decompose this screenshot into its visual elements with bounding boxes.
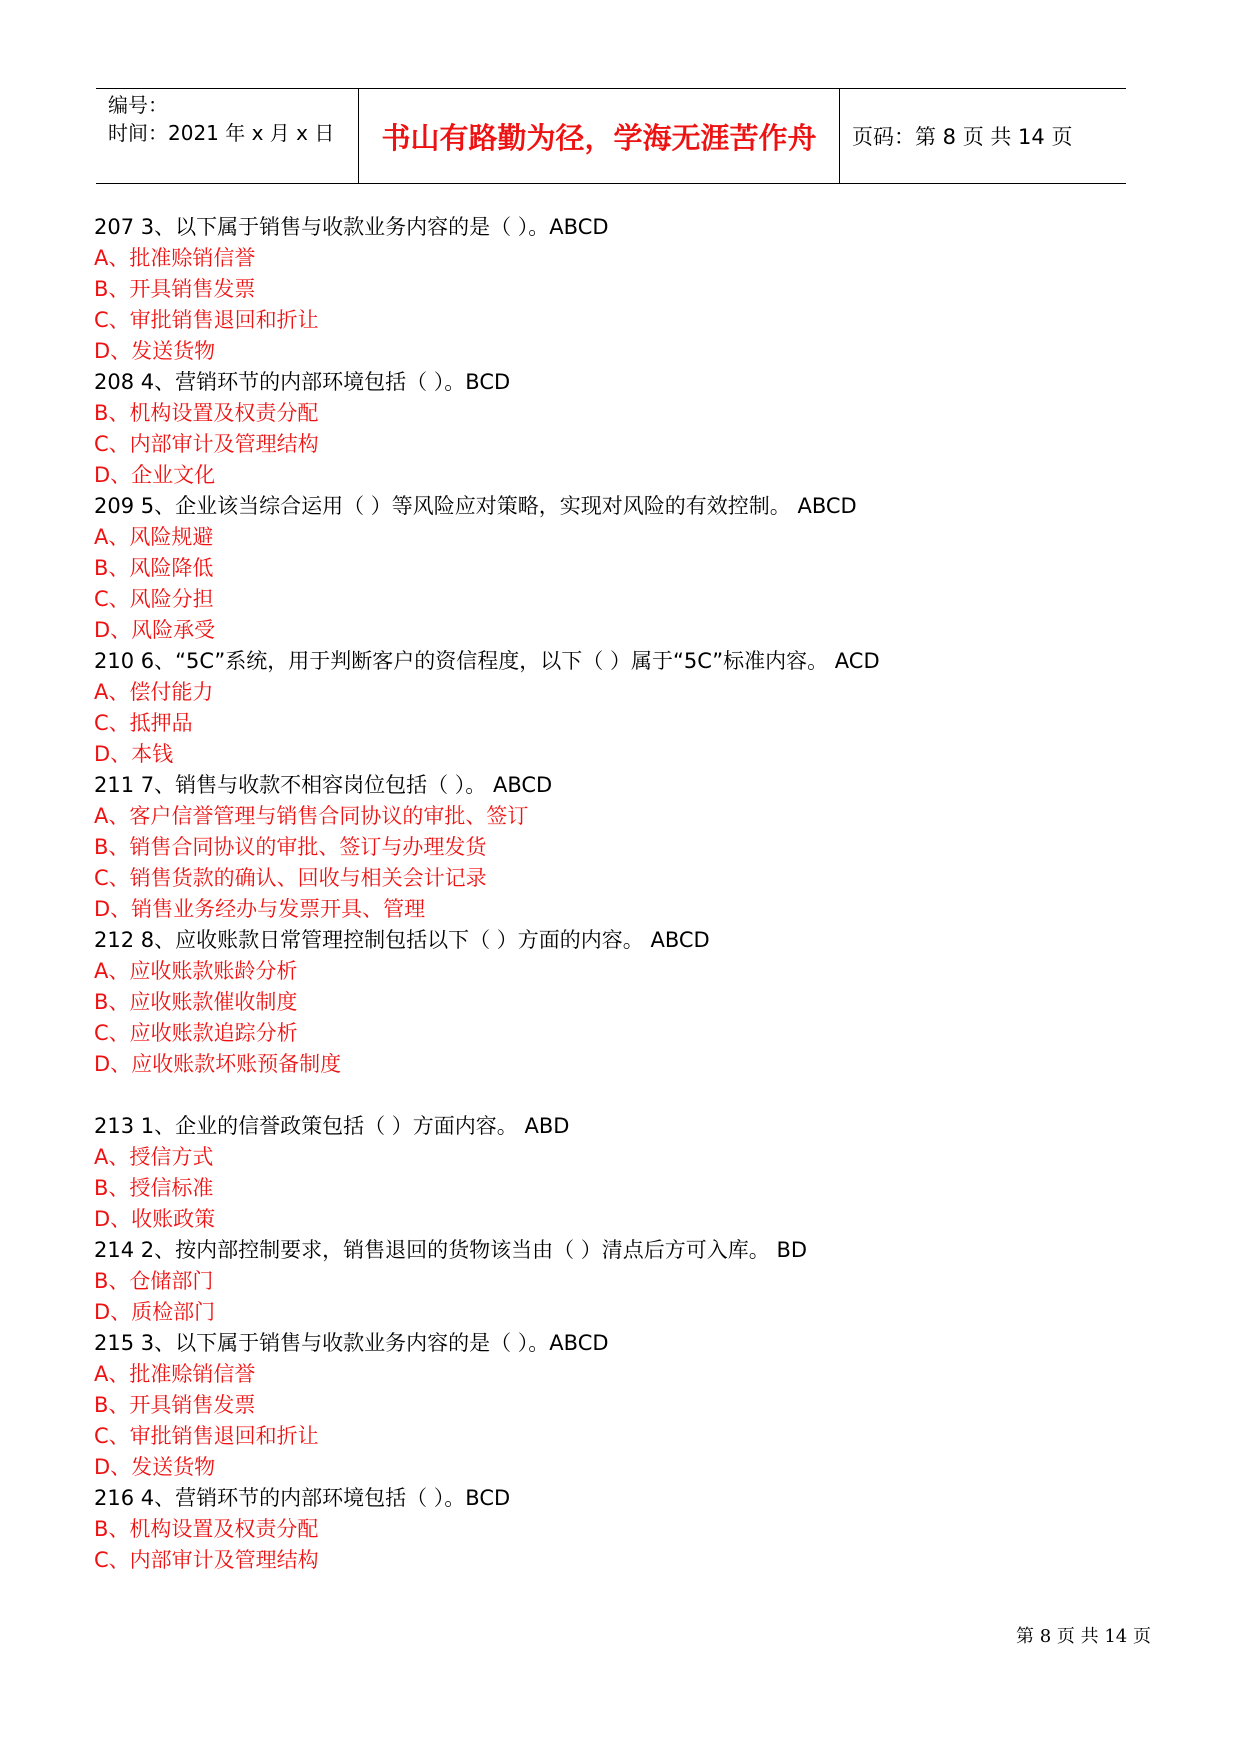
- answer-option: D、应收账款坏账预备制度: [94, 1052, 342, 1076]
- answer-option: C、审批销售退回和折让: [94, 1424, 319, 1448]
- answer-option: D、发送货物: [94, 1455, 216, 1479]
- answer-option: C、抵押品: [94, 711, 193, 735]
- answer-option: C、销售货款的确认、回收与相关会计记录: [94, 866, 487, 890]
- question-line: 216 4、营销环节的内部环境包括（ ）。BCD: [94, 1486, 511, 1510]
- answer-option: D、企业文化: [94, 463, 216, 487]
- answer-option: A、偿付能力: [94, 680, 214, 704]
- answer-option: A、应收账款账龄分析: [94, 959, 298, 983]
- answer-option: B、机构设置及权责分配: [94, 1517, 319, 1541]
- header-page-info: 页码：第 8 页 共 14 页: [852, 125, 1073, 149]
- answer-option: A、授信方式: [94, 1145, 214, 1169]
- answer-option: B、应收账款催收制度: [94, 990, 298, 1014]
- answer-option: B、风险降低: [94, 556, 214, 580]
- answer-option: B、授信标准: [94, 1176, 214, 1200]
- answer-option: D、发送货物: [94, 339, 216, 363]
- time-label: 时间：2021 年 x 月 x 日: [108, 121, 335, 145]
- header-left-cell: [96, 89, 359, 183]
- answer-option: C、应收账款追踪分析: [94, 1021, 298, 1045]
- answer-option: A、批准赊销信誉: [94, 246, 256, 270]
- question-line: 212 8、应收账款日常管理控制包括以下（ ）方面的内容。 ABCD: [94, 928, 710, 952]
- answer-option: B、仓储部门: [94, 1269, 214, 1293]
- header-middle-cell: [359, 89, 840, 183]
- question-line: 215 3、以下属于销售与收款业务内容的是（ ）。ABCD: [94, 1331, 609, 1355]
- answer-option: C、内部审计及管理结构: [94, 432, 319, 456]
- answer-option: C、内部审计及管理结构: [94, 1548, 319, 1572]
- question-line: 209 5、企业该当综合运用（ ）等风险应对策略，实现对风险的有效控制。 ABCD: [94, 494, 857, 518]
- question-line: 211 7、销售与收款不相容岗位包括（ ）。 ABCD: [94, 773, 553, 797]
- answer-option: A、风险规避: [94, 525, 214, 549]
- header-right-cell: [840, 89, 1126, 183]
- answer-option: D、本钱: [94, 742, 174, 766]
- answer-option: D、收账政策: [94, 1207, 216, 1231]
- answer-option: B、机构设置及权责分配: [94, 401, 319, 425]
- answer-option: B、开具销售发票: [94, 277, 256, 301]
- code-label: 编号：: [108, 93, 168, 117]
- answer-option: D、风险承受: [94, 618, 216, 642]
- question-line: 214 2、按内部控制要求，销售退回的货物该当由（ ）清点后方可入库。 BD: [94, 1238, 808, 1262]
- answer-option: B、销售合同协议的审批、签订与办理发货: [94, 835, 487, 859]
- header-motto: 书山有路勤为径，学海无涯苦作舟: [381, 120, 817, 155]
- answer-option: A、批准赊销信誉: [94, 1362, 256, 1386]
- question-list: [94, 212, 1134, 1576]
- answer-option: B、开具销售发票: [94, 1393, 256, 1417]
- answer-option: A、客户信誉管理与销售合同协议的审批、签订: [94, 804, 529, 828]
- question-line: 207 3、以下属于销售与收款业务内容的是（ ）。ABCD: [94, 215, 609, 239]
- question-line: 208 4、营销环节的内部环境包括（ ）。BCD: [94, 370, 511, 394]
- answer-option: C、审批销售退回和折让: [94, 308, 319, 332]
- spacer: [94, 1080, 1134, 1111]
- answer-option: D、销售业务经办与发票开具、管理: [94, 897, 426, 921]
- page-footer: 第 8 页 共 14 页: [1016, 1626, 1151, 1647]
- question-line: 210 6、“5C”系统，用于判断客户的资信程度，以下（ ）属于“5C”标准内容。 ACD: [94, 649, 880, 673]
- question-line: 213 1、企业的信誉政策包括（ ）方面内容。 ABD: [94, 1114, 570, 1138]
- answer-option: D、质检部门: [94, 1300, 216, 1324]
- document-header: [96, 88, 1126, 184]
- answer-option: C、风险分担: [94, 587, 214, 611]
